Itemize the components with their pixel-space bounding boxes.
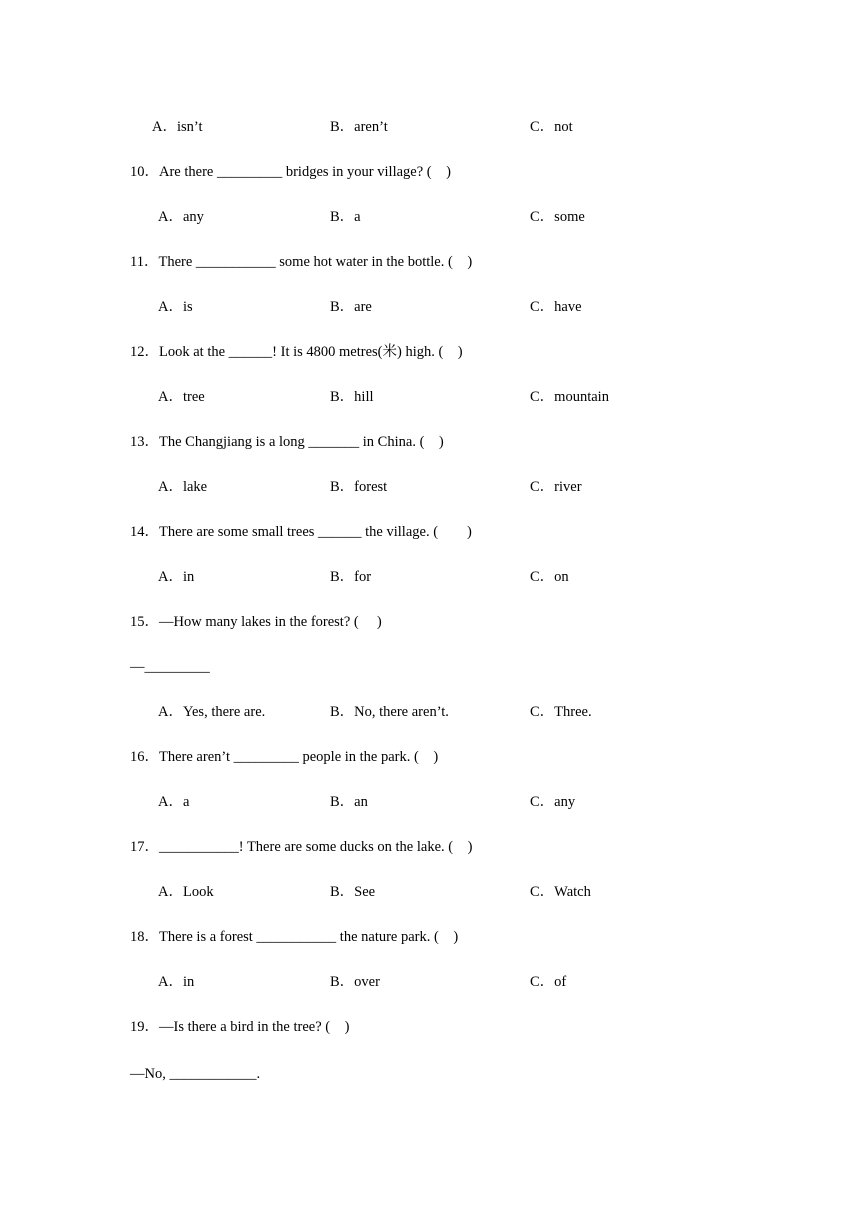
option-b: B．forest	[330, 479, 388, 495]
question-19: 19．—Is there a bird in the tree? ( )	[130, 1019, 350, 1035]
answer-line: —_________	[130, 659, 210, 675]
option-b: B．aren’t	[330, 119, 388, 135]
option-c: C．any	[530, 794, 576, 810]
option-b: B．an	[330, 794, 368, 810]
option-c: C．of	[530, 974, 567, 990]
question-17: 17．___________! There are some ducks on the lake. ( )	[130, 839, 473, 855]
option-c: C．Watch	[530, 884, 591, 900]
option-b: B．for	[330, 569, 372, 585]
question-14: 14．There are some small trees ______ the village. ( )	[130, 524, 472, 540]
option-a: A．in	[158, 569, 195, 585]
option-a: A．in	[158, 974, 195, 990]
question-18: 18．There is a forest ___________ the nature park. ( )	[130, 929, 459, 945]
option-b: B．See	[330, 884, 376, 900]
option-a: A．tree	[158, 389, 205, 405]
option-c: C．river	[530, 479, 582, 495]
option-a: A．lake	[158, 479, 208, 495]
option-b: B．a	[330, 209, 361, 225]
question-11: 11．There ___________ some hot water in the bottle. ( )	[130, 254, 473, 270]
option-b: B．over	[330, 974, 380, 990]
option-b: B．are	[330, 299, 372, 315]
question-12: 12．Look at the ______! It is 4800 metres(米) high. ( )	[130, 344, 463, 360]
option-a: A．is	[158, 299, 193, 315]
option-c: C．Three.	[530, 704, 592, 720]
option-a: A．Look	[158, 884, 214, 900]
option-a: A．Yes, there are.	[158, 704, 266, 720]
question-13: 13．The Changjiang is a long _______ in China. ( )	[130, 434, 444, 450]
question-10: 10．Are there _________ bridges in your village? ( )	[130, 164, 451, 180]
option-c: C．some	[530, 209, 585, 225]
answer-line: —No, ____________.	[130, 1066, 261, 1082]
option-c: C．not	[530, 119, 573, 135]
question-15: 15．—How many lakes in the forest? ( )	[130, 614, 382, 630]
option-a: A．isn’t	[152, 119, 203, 135]
option-a: A．any	[158, 209, 204, 225]
question-16: 16．There aren’t _________ people in the park. ( )	[130, 749, 439, 765]
option-b: B．hill	[330, 389, 374, 405]
option-c: C．on	[530, 569, 569, 585]
option-a: A．a	[158, 794, 190, 810]
option-c: C．have	[530, 299, 582, 315]
option-b: B．No, there aren’t.	[330, 704, 449, 720]
option-c: C．mountain	[530, 389, 609, 405]
